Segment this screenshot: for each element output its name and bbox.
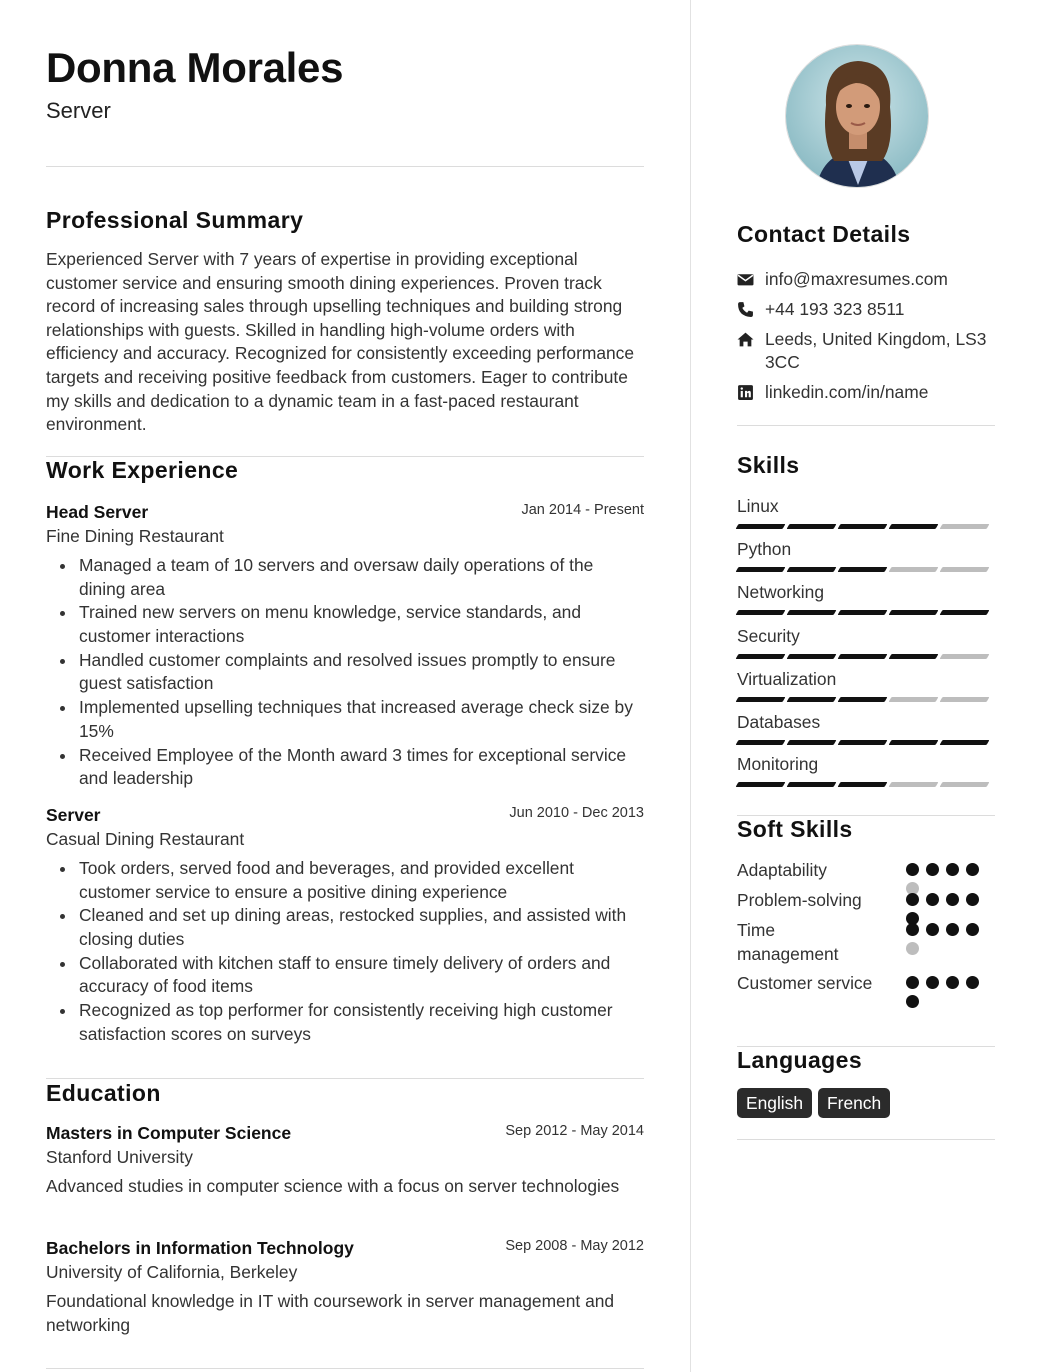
education-entry xyxy=(46,1121,644,1199)
rating-dot xyxy=(926,863,939,876)
job-title: Server xyxy=(46,805,101,825)
skill-level-segment xyxy=(889,654,939,659)
skill-level-segment xyxy=(889,740,939,745)
linkedin-text: linkedin.com/in/name xyxy=(765,382,929,402)
skill-level-segment xyxy=(736,567,786,572)
job-bullet: Received Employee of the Month award 3 times for exceptional service and leadership xyxy=(46,744,644,791)
skill-level-segment xyxy=(787,740,837,745)
skill-level-segment xyxy=(787,610,837,615)
contact-phone[interactable] xyxy=(737,298,995,321)
soft-skill-item xyxy=(737,889,995,913)
skill-level-segment xyxy=(889,782,939,787)
education-dates: Sep 2008 - May 2012 xyxy=(505,1238,644,1254)
summary-heading: Professional Summary xyxy=(46,207,304,233)
job-bullet: Cleaned and set up dining areas, restocked supplies, and assisted with closing duties xyxy=(46,904,644,951)
candidate-role: Server xyxy=(46,98,111,123)
contact-heading: Contact Details xyxy=(737,221,911,247)
job-bullet: Implemented upselling techniques that increased average check size by 15% xyxy=(46,696,644,743)
skill-level-bar xyxy=(737,654,995,659)
candidate-name: Donna Morales xyxy=(46,44,344,91)
soft-skills-heading: Soft Skills xyxy=(737,816,853,842)
skill-level-segment xyxy=(940,697,990,702)
profile-photo-image xyxy=(786,45,929,188)
job-entry xyxy=(46,500,644,791)
skill-item xyxy=(737,668,995,702)
skill-level-segment xyxy=(736,610,786,615)
skill-level-segment xyxy=(940,567,990,572)
skills-heading: Skills xyxy=(737,452,800,478)
skill-level-bar xyxy=(737,610,995,615)
skill-level-bar xyxy=(737,740,995,745)
rating-dot xyxy=(926,976,939,989)
experience-heading: Work Experience xyxy=(46,457,239,483)
section-divider xyxy=(46,1368,644,1369)
job-bullet: Handled customer complaints and resolved issues promptly to ensure guest satisfaction xyxy=(46,649,644,696)
skill-level-segment xyxy=(736,524,786,529)
soft-skill-name: Customer service xyxy=(737,973,873,993)
soft-skill-rating xyxy=(906,923,986,955)
skill-name: Databases xyxy=(737,712,821,732)
contact-email[interactable] xyxy=(737,268,995,291)
soft-skill-item xyxy=(737,859,995,883)
skill-name: Monitoring xyxy=(737,754,819,774)
soft-skill-name: Problem-solving xyxy=(737,890,862,910)
language-tag: French xyxy=(818,1088,890,1118)
job-bullet: Managed a team of 10 servers and oversaw daily operations of the dining area xyxy=(46,554,644,601)
rating-dot xyxy=(906,995,919,1008)
header-divider xyxy=(46,166,644,167)
rating-dot xyxy=(906,942,919,955)
job-title: Head Server xyxy=(46,502,149,522)
skill-level-segment xyxy=(736,697,786,702)
skill-level-segment xyxy=(736,740,786,745)
skill-level-bar xyxy=(737,567,995,572)
degree-title: Bachelors in Information Technology xyxy=(46,1238,354,1258)
languages-heading: Languages xyxy=(737,1047,863,1073)
address-text: Leeds, United Kingdom, LS3 3CC xyxy=(765,329,987,372)
skill-level-segment xyxy=(787,782,837,787)
contact-linkedin[interactable] xyxy=(737,381,995,404)
skill-level-segment xyxy=(736,782,786,787)
rating-dot xyxy=(906,976,919,989)
skill-level-segment xyxy=(940,782,990,787)
skill-name: Virtualization xyxy=(737,669,837,689)
school-name: Stanford University xyxy=(46,1147,193,1167)
skill-item xyxy=(737,625,995,659)
skill-level-segment xyxy=(889,697,939,702)
section-divider xyxy=(737,1139,995,1140)
email-text: info@maxresumes.com xyxy=(765,269,948,289)
skill-level-segment xyxy=(736,654,786,659)
skill-level-segment xyxy=(787,697,837,702)
phone-icon xyxy=(737,301,754,318)
skill-level-segment xyxy=(838,567,888,572)
school-name: University of California, Berkeley xyxy=(46,1262,298,1282)
skill-level-segment xyxy=(838,782,888,787)
job-bullets xyxy=(46,857,644,1046)
skill-level-segment xyxy=(787,567,837,572)
rating-dot xyxy=(946,863,959,876)
education-heading: Education xyxy=(46,1080,161,1106)
rating-dot xyxy=(966,863,979,876)
education-dates: Sep 2012 - May 2014 xyxy=(505,1123,644,1139)
rating-dot xyxy=(966,976,979,989)
education-description: Advanced studies in computer science with a focus on server technologies xyxy=(46,1176,620,1196)
column-divider xyxy=(690,0,691,1372)
language-tags xyxy=(737,1088,890,1118)
summary-text: Experienced Server with 7 years of expertise in providing exceptional customer service and ensuring smooth dining experiences. Proven track record of increasing sales through upselling techniques and building strong relationships with guests. Skilled in handling high-volume orders with efficiency and accuracy. Recognized for consistently exceeding performance targets and receiving positive feedback from customers. Eager to contribute my skills and dedication to a dynamic team in a fast-paced restaurant environment. xyxy=(46,249,635,435)
rating-dot xyxy=(966,893,979,906)
skill-level-segment xyxy=(940,740,990,745)
skill-level-segment xyxy=(838,697,888,702)
education-entry xyxy=(46,1236,644,1337)
soft-skill-rating xyxy=(906,976,986,1008)
skill-level-segment xyxy=(787,524,837,529)
skill-level-segment xyxy=(940,524,990,529)
skill-level-segment xyxy=(940,610,990,615)
rating-dot xyxy=(946,893,959,906)
skill-item xyxy=(737,753,995,787)
skill-item xyxy=(737,711,995,745)
job-dates: Jan 2014 - Present xyxy=(521,502,644,518)
skill-level-segment xyxy=(889,524,939,529)
rating-dot xyxy=(906,923,919,936)
language-tag: English xyxy=(737,1088,812,1118)
rating-dot xyxy=(906,893,919,906)
section-divider xyxy=(46,1078,644,1079)
skill-name: Linux xyxy=(737,496,779,516)
contact-address xyxy=(737,328,995,374)
rating-dot xyxy=(966,923,979,936)
phone-text: +44 193 323 8511 xyxy=(765,299,905,319)
job-dates: Jun 2010 - Dec 2013 xyxy=(509,805,644,821)
skill-item xyxy=(737,581,995,615)
job-bullet: Recognized as top performer for consistently receiving high customer satisfaction scores on surveys xyxy=(46,999,644,1046)
rating-dot xyxy=(926,893,939,906)
skill-level-segment xyxy=(787,654,837,659)
soft-skill-item xyxy=(737,919,995,966)
job-entry xyxy=(46,803,644,1047)
skill-level-bar xyxy=(737,697,995,702)
job-bullet: Collaborated with kitchen staff to ensure timely delivery of orders and accuracy of food items xyxy=(46,952,644,999)
job-bullet: Took orders, served food and beverages, and provided excellent customer service to ensure a positive dining experience xyxy=(46,857,644,904)
job-organization: Casual Dining Restaurant xyxy=(46,829,245,849)
degree-title: Masters in Computer Science xyxy=(46,1123,292,1143)
skill-name: Networking xyxy=(737,582,824,602)
skill-level-bar xyxy=(737,524,995,529)
envelope-icon xyxy=(737,271,754,288)
rating-dot xyxy=(946,976,959,989)
soft-skill-name: Adaptability xyxy=(737,860,827,880)
linkedin-icon xyxy=(737,384,754,401)
soft-skill-name: Time management xyxy=(737,920,839,964)
rating-dot xyxy=(926,923,939,936)
rating-dot xyxy=(946,923,959,936)
skill-item xyxy=(737,538,995,572)
section-divider xyxy=(737,425,995,426)
job-organization: Fine Dining Restaurant xyxy=(46,526,224,546)
skill-level-segment xyxy=(838,610,888,615)
skill-level-segment xyxy=(889,610,939,615)
skill-level-segment xyxy=(838,524,888,529)
home-icon xyxy=(737,331,754,348)
skill-level-segment xyxy=(940,654,990,659)
skill-level-segment xyxy=(838,654,888,659)
soft-skill-item xyxy=(737,972,995,996)
skill-level-segment xyxy=(838,740,888,745)
job-bullet: Trained new servers on menu knowledge, service standards, and customer interactions xyxy=(46,601,644,648)
job-bullets xyxy=(46,554,644,791)
skill-level-segment xyxy=(889,567,939,572)
skill-name: Security xyxy=(737,626,800,646)
education-description: Foundational knowledge in IT with coursework in server management and networking xyxy=(46,1291,615,1335)
skill-name: Python xyxy=(737,539,792,559)
rating-dot xyxy=(906,863,919,876)
profile-photo xyxy=(785,44,929,188)
skill-item xyxy=(737,495,995,529)
skill-level-bar xyxy=(737,782,995,787)
